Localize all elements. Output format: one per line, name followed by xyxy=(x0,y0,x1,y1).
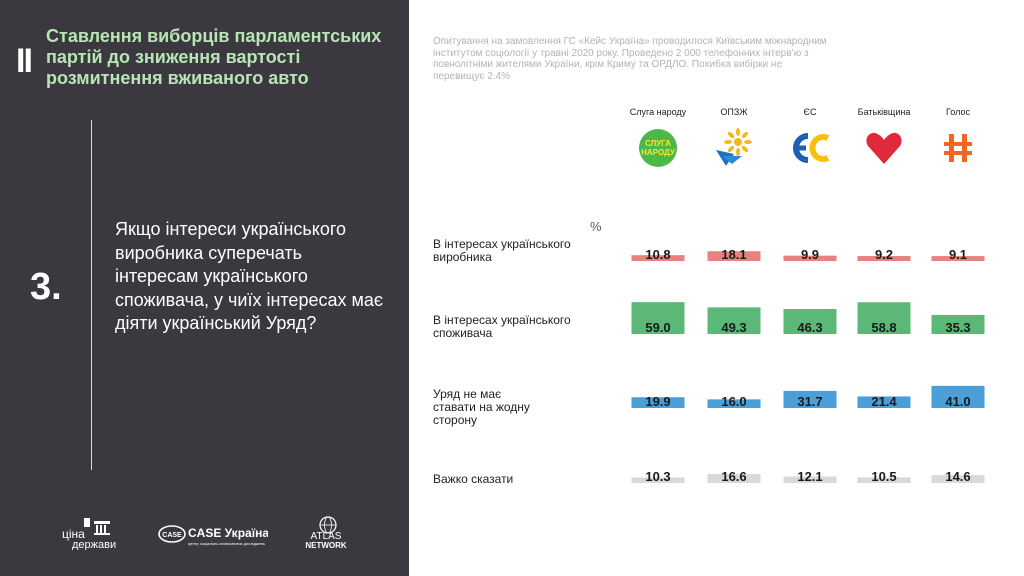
value-label-hard-to-say-sluha: 10.3 xyxy=(645,469,671,484)
value-label-neutral-sluha: 19.9 xyxy=(645,394,671,409)
case-name-text: CASE Україна xyxy=(188,526,268,540)
value-label-consumer-sluha: 59.0 xyxy=(645,320,671,335)
cina-line1: ціна xyxy=(62,527,85,541)
row-label-neutral-line2: ставати на жодну xyxy=(433,400,530,414)
section-mark: II xyxy=(16,42,31,80)
survey-note: Опитування на замовлення ГС «Кейс Україна» проводилося Київським міжнародним інститутом соціології у травні 2020 року. Проведено 2 000 телефонних інтерв’ю з повнолітніми жителями України, крім Криму та ОРДЛО. Похибка вибірки не перевищує 2.4% xyxy=(433,36,827,82)
party-label-holos: Голос xyxy=(946,107,970,117)
party-label-sluha: Слуга народу xyxy=(629,107,687,117)
question-number: 3. xyxy=(30,266,62,308)
row-label-neutral-line3: сторону xyxy=(433,413,478,427)
cina-line2: держави xyxy=(72,539,117,550)
value-label-hard-to-say-batkivshchyna: 10.5 xyxy=(871,469,897,484)
value-label-consumer-opzzh: 49.3 xyxy=(721,320,747,335)
case-badge-text: CASE xyxy=(162,532,182,539)
value-label-hard-to-say-holos: 14.6 xyxy=(945,469,971,484)
value-label-producer-sluha: 10.8 xyxy=(645,247,671,262)
atlas-line1: ATLAS xyxy=(310,531,342,542)
value-label-consumer-holos: 35.3 xyxy=(945,320,971,335)
value-label-neutral-opzzh: 16.0 xyxy=(721,394,747,409)
party-label-batkivshchyna: Батьківщина xyxy=(857,107,911,117)
value-label-producer-holos: 9.1 xyxy=(948,247,968,262)
value-label-consumer-es: 46.3 xyxy=(797,320,823,335)
value-label-neutral-holos: 41.0 xyxy=(945,394,971,409)
row-label-neutral-line1: Уряд не має xyxy=(433,387,502,401)
sluha-logo-line1: СЛУГА xyxy=(645,139,671,148)
value-label-consumer-batkivshchyna: 58.8 xyxy=(871,320,897,335)
value-label-hard-to-say-es: 12.1 xyxy=(797,469,823,484)
atlas-line2: NETWORK xyxy=(305,541,347,550)
unit-label: % xyxy=(590,219,602,234)
row-label-consumer-line1: В інтересах українського xyxy=(433,313,571,327)
value-label-producer-opzzh: 18.1 xyxy=(721,247,747,262)
row-label-consumer-line2: споживача xyxy=(433,326,493,340)
value-label-producer-batkivshchyna: 9.2 xyxy=(874,247,894,262)
party-label-es: ЄС xyxy=(803,107,817,117)
party-label-opzzh: ОПЗЖ xyxy=(720,107,748,117)
sluha-logo-line2: НАРОДУ xyxy=(641,148,675,157)
case-sub-text: центр соціально-економічних досліджень xyxy=(188,541,265,546)
value-label-neutral-es: 31.7 xyxy=(797,394,823,409)
value-label-hard-to-say-opzzh: 16.6 xyxy=(721,469,747,484)
row-label-producer-line2: виробника xyxy=(433,250,492,264)
row-label-hard-to-say-line1: Важко сказати xyxy=(433,472,514,486)
value-label-producer-es: 9.9 xyxy=(800,247,820,262)
question-text: Якщо інтереси українського виробника суперечать інтересам українського споживача, у чиїх інтересах має діяти український Уряд? xyxy=(115,219,384,333)
page-title: Ставлення виборців парламентських партій до зниження вартості розмитнення вживаного авто xyxy=(46,26,382,88)
value-label-neutral-batkivshchyna: 21.4 xyxy=(871,394,897,409)
row-label-producer-line1: В інтересах українського xyxy=(433,237,571,251)
